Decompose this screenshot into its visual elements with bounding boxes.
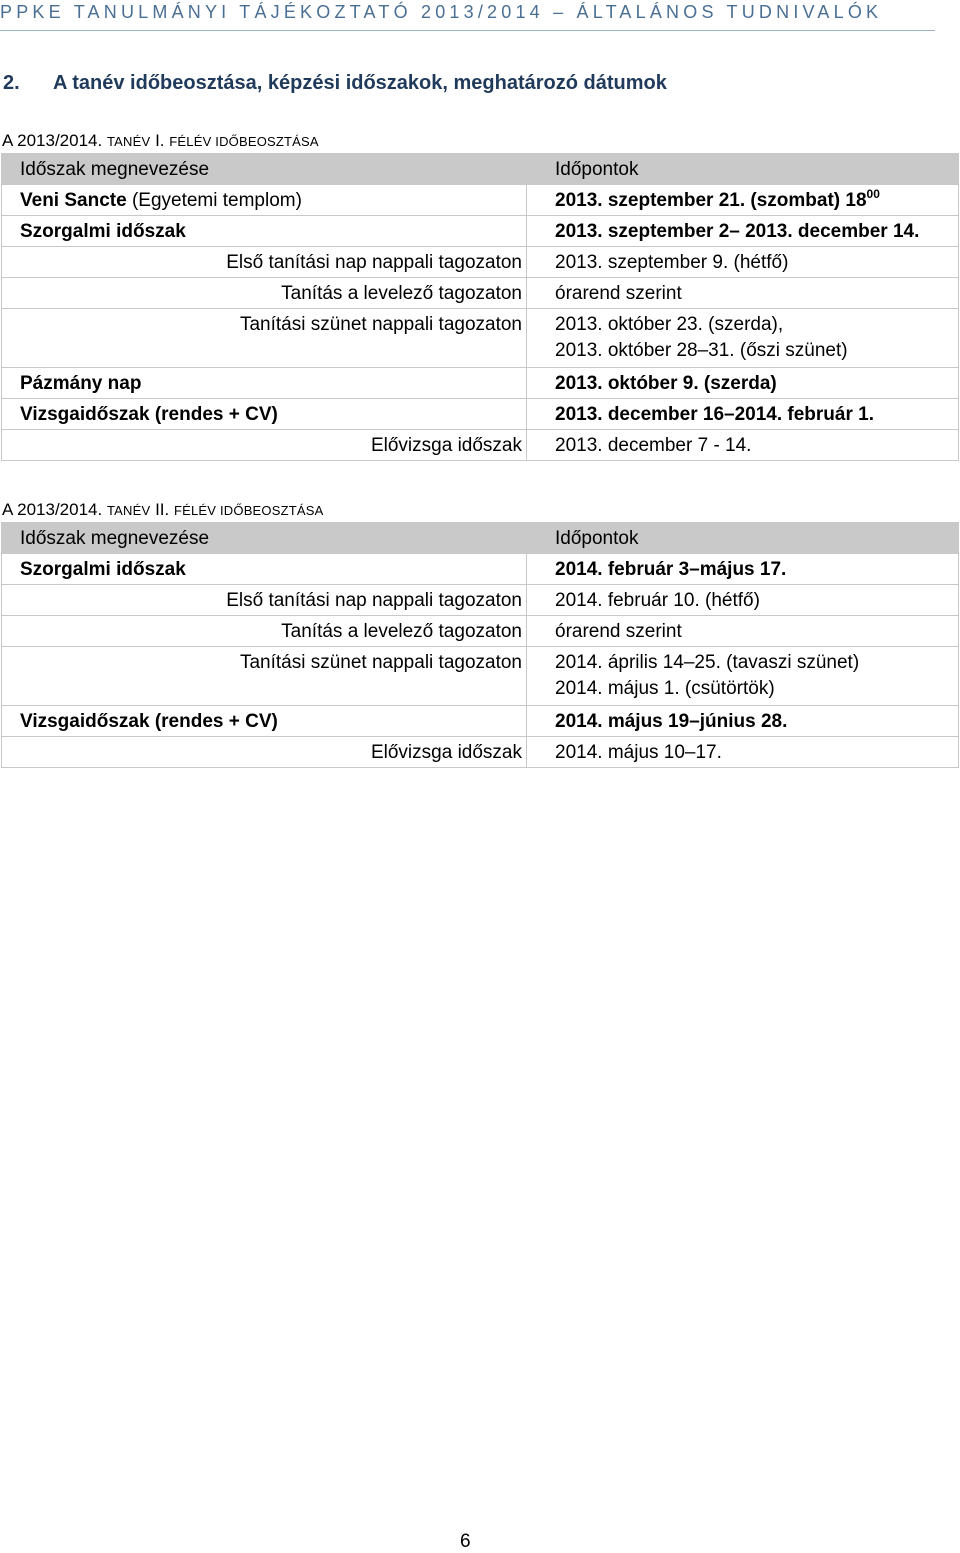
table-row: Első tanítási nap nappali tagozaton 2013. szeptember 9. (hétfő) — [2, 247, 959, 278]
column-header-period: Időszak megnevezése — [20, 159, 210, 180]
section-heading — [3, 72, 667, 95]
running-header-title: PPKE TANULMÁNYI TÁJÉKOZTATÓ 2013/2014 – ÁLTALÁNOS TUDNIVALÓK — [0, 2, 883, 22]
table-row: Vizsgaidőszak (rendes + CV) 2013. december 16–2014. február 1. — [2, 399, 959, 430]
semester1-table — [1, 153, 959, 461]
table-row: Első tanítási nap nappali tagozaton 2014. február 10. (hétfő) — [2, 585, 959, 616]
table-row: Elővizsga időszak 2013. december 7 - 14. — [2, 430, 959, 461]
column-header-dates: Időpontok — [555, 159, 639, 180]
table-row: Tanítás a levelező tagozaton órarend szerint — [2, 616, 959, 647]
table-row: Vizsgaidőszak (rendes + CV) 2014. május 19–június 28. — [2, 706, 959, 737]
table-row: Tanítás a levelező tagozaton órarend szerint — [2, 278, 959, 309]
table-row: Szorgalmi időszak 2014. február 3–május 17. — [2, 554, 959, 585]
table-row: Tanítási szünet nappali tagozaton 2014. április 14–25. (tavaszi szünet) 2014. május 1. (csütörtök) — [2, 647, 959, 706]
table-row: Tanítási szünet nappali tagozaton 2013. október 23. (szerda), 2013. október 28–31. (őszi szünet) — [2, 309, 959, 368]
semester1-title: A 2013/2014. TANÉV I. FÉLÉV IDŐBEOSZTÁSA — [2, 131, 319, 150]
table-header-row — [2, 523, 959, 554]
table-row: Veni Sancte (Egyetemi templom) 2013. szeptember 21. (szombat) $18^{00}$ — [2, 185, 959, 216]
page-number: 6 — [460, 1531, 471, 1552]
table-row: Pázmány nap 2013. október 9. (szerda) — [2, 368, 959, 399]
table-row: Elővizsga időszak 2014. május 10–17. — [2, 737, 959, 768]
column-header-dates: Időpontok — [555, 528, 639, 549]
section-title: A tanév időbeosztása, képzési időszakok, meghatározó dátumok — [53, 72, 667, 94]
section-number: 2. — [3, 72, 20, 94]
table-header-row — [2, 154, 959, 185]
column-header-period: Időszak megnevezése — [20, 528, 210, 549]
running-header — [0, 0, 935, 31]
semester2-table — [1, 522, 959, 768]
semester2-title: A 2013/2014. TANÉV II. FÉLÉV IDŐBEOSZTÁSA — [2, 500, 324, 519]
table-row: Szorgalmi időszak 2013. szeptember 2– 2013. december 14. — [2, 216, 959, 247]
